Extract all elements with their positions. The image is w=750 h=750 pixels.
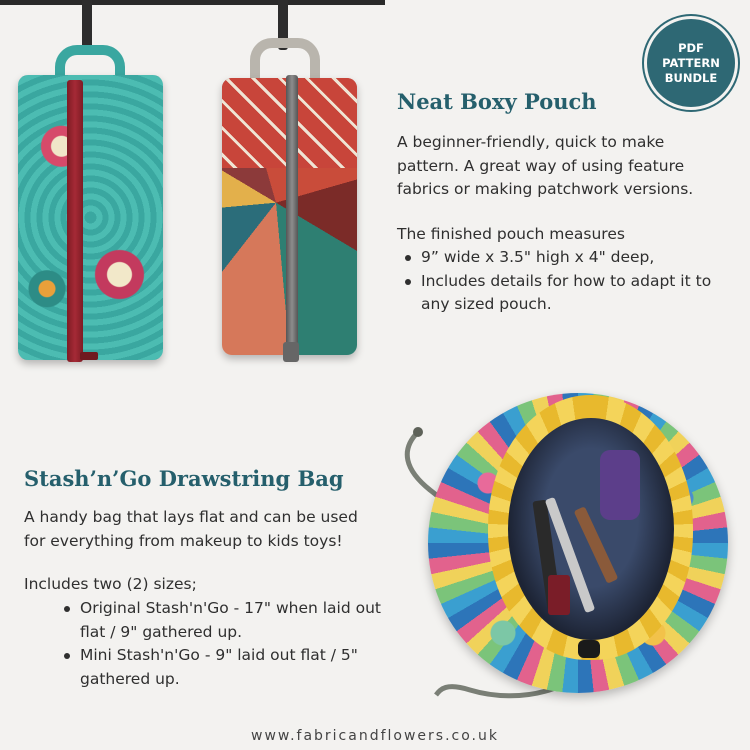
makeup-item — [600, 450, 640, 520]
hanging-rail — [0, 0, 385, 5]
stash-n-go-sizes-intro: Includes two (2) sizes; — [24, 575, 197, 593]
pouch-teal-zipper — [67, 80, 83, 362]
neat-boxy-pouch-title: Neat Boxy Pouch — [397, 89, 597, 114]
pouch-measures-intro: The finished pouch measures — [397, 225, 625, 243]
list-item-text: Mini Stash'n'Go - 9" laid out flat / 5" — [80, 646, 358, 664]
description-line: pattern. A great way of using feature — [397, 156, 685, 175]
stash-n-go-sizes-list — [56, 597, 401, 691]
list-item-text: flat / 9" gathered up. — [80, 622, 243, 641]
badge-line-3: BUNDLE — [664, 70, 718, 85]
hook-left — [82, 0, 92, 50]
description-line: fabrics or making patchwork versions. — [397, 180, 694, 198]
list-item — [56, 644, 401, 691]
description-line: A beginner-friendly, quick to make — [397, 133, 665, 151]
list-item — [397, 270, 742, 317]
list-item — [56, 597, 401, 644]
stash-n-go-description — [24, 506, 358, 553]
pouch-teal-zip-pull — [80, 352, 98, 360]
list-item-text: gathered up. — [80, 669, 180, 688]
pouch-patchwork-zipper — [286, 75, 298, 355]
pouch-patchwork-handle — [250, 38, 320, 83]
pouch-measures-list — [397, 246, 742, 317]
badge-line-1: PDF — [678, 40, 704, 55]
description-line: A handy bag that lays flat and can be used — [24, 508, 358, 526]
pdf-pattern-bundle-badge — [644, 16, 738, 110]
makeup-item — [548, 575, 570, 615]
list-item-text: 9” wide x 3.5" high x 4" deep, — [421, 248, 655, 266]
list-item — [397, 246, 742, 270]
drawstring-toggle — [578, 640, 600, 658]
pouch-patchwork-zip-pull — [283, 342, 299, 362]
list-item-text: Original Stash'n'Go - 17" when laid out — [80, 599, 382, 617]
description-line: for everything from makeup to kids toys! — [24, 531, 343, 550]
list-item-text: any sized pouch. — [421, 295, 552, 313]
neat-boxy-pouch-description — [397, 131, 693, 202]
website-footer: www.fabricandflowers.co.uk — [251, 728, 499, 744]
list-item-text: Includes details for how to adapt it to — [421, 271, 712, 290]
badge-line-2: PATTERN — [662, 55, 720, 70]
pouch-teal-image — [18, 75, 163, 360]
stash-n-go-title: Stash’n’Go Drawstring Bag — [24, 466, 344, 491]
